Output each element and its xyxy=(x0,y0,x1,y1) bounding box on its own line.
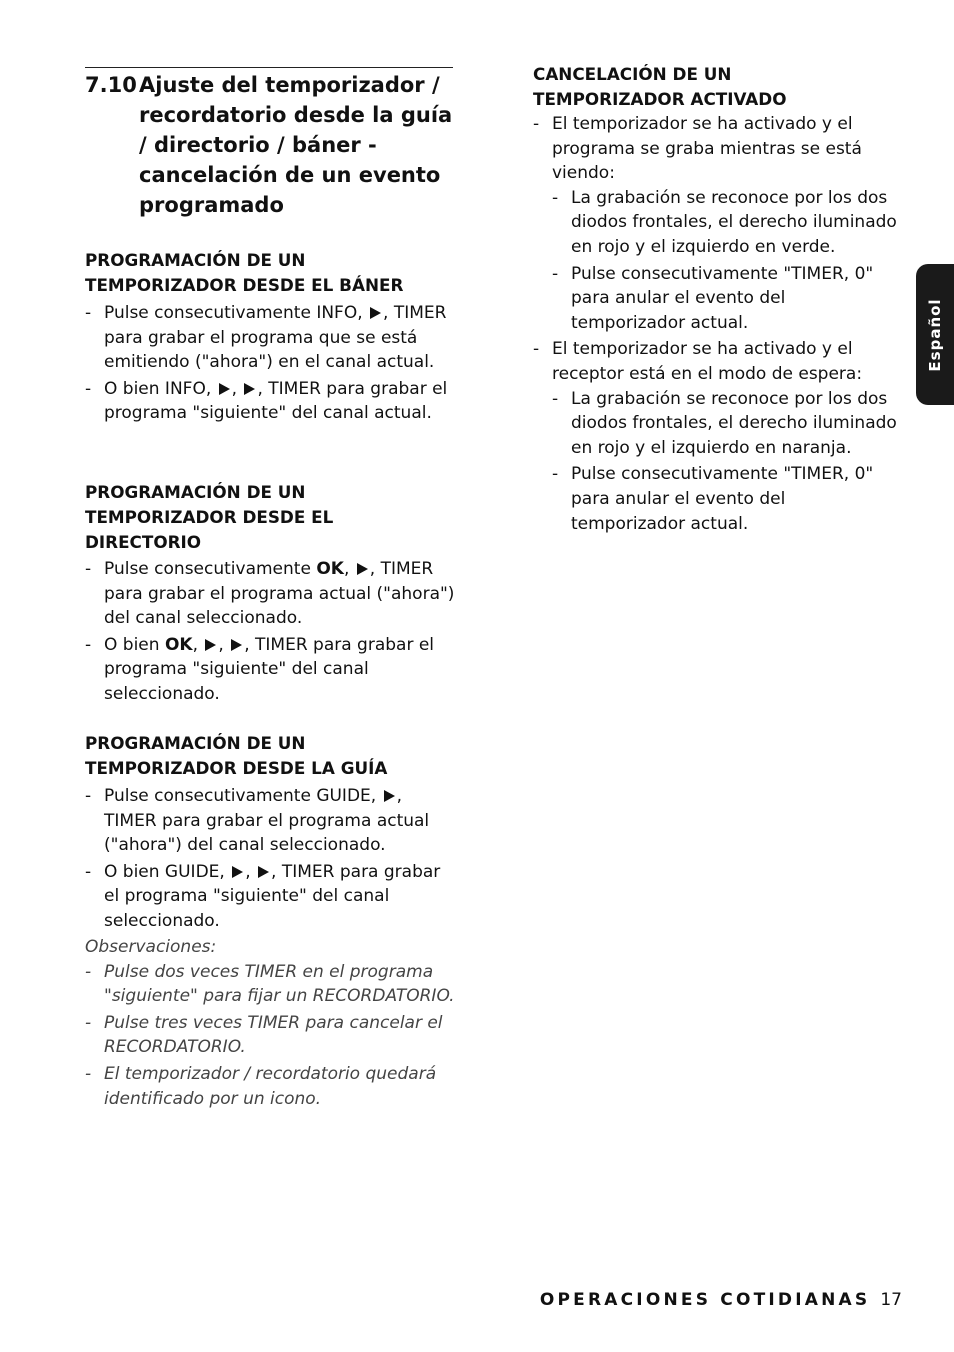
list-item: - Pulse consecutivamente INFO, , TIMER para grabar el programa que se está emitiendo ("ahora") en el canal actual. xyxy=(85,303,447,373)
list-item: - La grabación se reconoce por los dos diodos frontales, el derecho iluminado en rojo y el izquierdo en verde. xyxy=(552,187,897,257)
directory-list xyxy=(85,557,457,709)
directory-heading: PROGRAMACIÓN DE UN TEMPORIZADOR DESDE EL DIRECTORIO xyxy=(85,482,334,552)
section-title-text: Ajuste del temporizador / recordatorio desde la guía / directorio / báner - cancelación de un evento programado xyxy=(139,73,453,217)
guide-list xyxy=(85,784,457,936)
list-item: - O bien GUIDE, , , TIMER para grabar el programa "siguiente" del canal seleccionado. xyxy=(85,861,441,931)
guide-heading: PROGRAMACIÓN DE UN TEMPORIZADOR DESDE LA GUÍA xyxy=(85,733,388,778)
list-item: - La grabación se reconoce por los dos diodos frontales, el derecho iluminado en rojo y el izquierdo en naranja. xyxy=(552,388,897,458)
play-icon xyxy=(231,639,242,651)
list-item: - O bien INFO, , , TIMER para grabar el programa "siguiente" del canal actual. xyxy=(85,378,448,424)
play-icon xyxy=(205,639,216,651)
play-icon xyxy=(258,866,269,878)
play-icon xyxy=(357,563,368,575)
play-icon xyxy=(244,383,255,395)
title-rule xyxy=(85,67,453,68)
page-footer xyxy=(540,1290,902,1310)
list-item: - El temporizador se ha activado y el receptor está en el modo de espera: - La grabación se reconoce por los dos diodos frontales, el derecho iluminado en rojo y el izquierdo en naranja. - Pulse consecutivamente "TIMER, 0" para anular el evento del temporizador actual. xyxy=(533,337,901,536)
list-item: - El temporizador / recordatorio quedará identificado por un icono. xyxy=(85,1063,437,1109)
list-item: - Pulse consecutivamente "TIMER, 0" para anular el evento del temporizador actual. xyxy=(552,464,874,534)
language-tab xyxy=(916,264,954,405)
language-tab-label: Español xyxy=(926,297,944,372)
play-icon xyxy=(370,307,381,319)
banner-list xyxy=(85,301,457,428)
observations-label: Observaciones: xyxy=(85,937,217,957)
cancel-heading: CANCELACIÓN DE UN TEMPORIZADOR ACTIVADO xyxy=(533,64,787,109)
list-item: - O bien OK, , , TIMER para grabar el programa "siguiente" del canal seleccionado. xyxy=(85,634,435,704)
play-icon xyxy=(232,866,243,878)
list-item: - Pulse tres veces TIMER para cancelar el RECORDATORIO. xyxy=(85,1012,443,1058)
section-title xyxy=(85,70,457,220)
list-item: - Pulse consecutivamente "TIMER, 0" para anular el evento del temporizador actual. xyxy=(552,263,874,333)
cancel-list xyxy=(533,112,901,538)
section-number: 7.10 xyxy=(85,73,137,97)
list-item: - Pulse dos veces TIMER en el programa "siguiente" para fijar un RECORDATORIO. xyxy=(85,961,455,1007)
observations xyxy=(85,935,457,1113)
footer-chapter-label: OPERACIONES COTIDIANAS xyxy=(539,1290,871,1310)
page-number: 17 xyxy=(880,1290,902,1310)
list-item: - Pulse consecutivamente GUIDE, , TIMER para grabar el programa actual ("ahora") del canal seleccionado. xyxy=(85,786,430,856)
play-icon xyxy=(384,790,395,802)
play-icon xyxy=(219,383,230,395)
list-item: - El temporizador se ha activado y el programa se graba mientras se está viendo: - La grabación se reconoce por los dos diodos frontales, el derecho iluminado en rojo y el izquierdo en verde. - Pulse consecutivamente "TIMER, 0" para anular el evento del temporizador actual. xyxy=(533,112,901,335)
banner-heading: PROGRAMACIÓN DE UN TEMPORIZADOR DESDE EL BÁNER xyxy=(85,250,404,295)
list-item: - Pulse consecutivamente OK, , TIMER para grabar el programa actual ("ahora") del canal seleccionado. xyxy=(85,559,455,629)
